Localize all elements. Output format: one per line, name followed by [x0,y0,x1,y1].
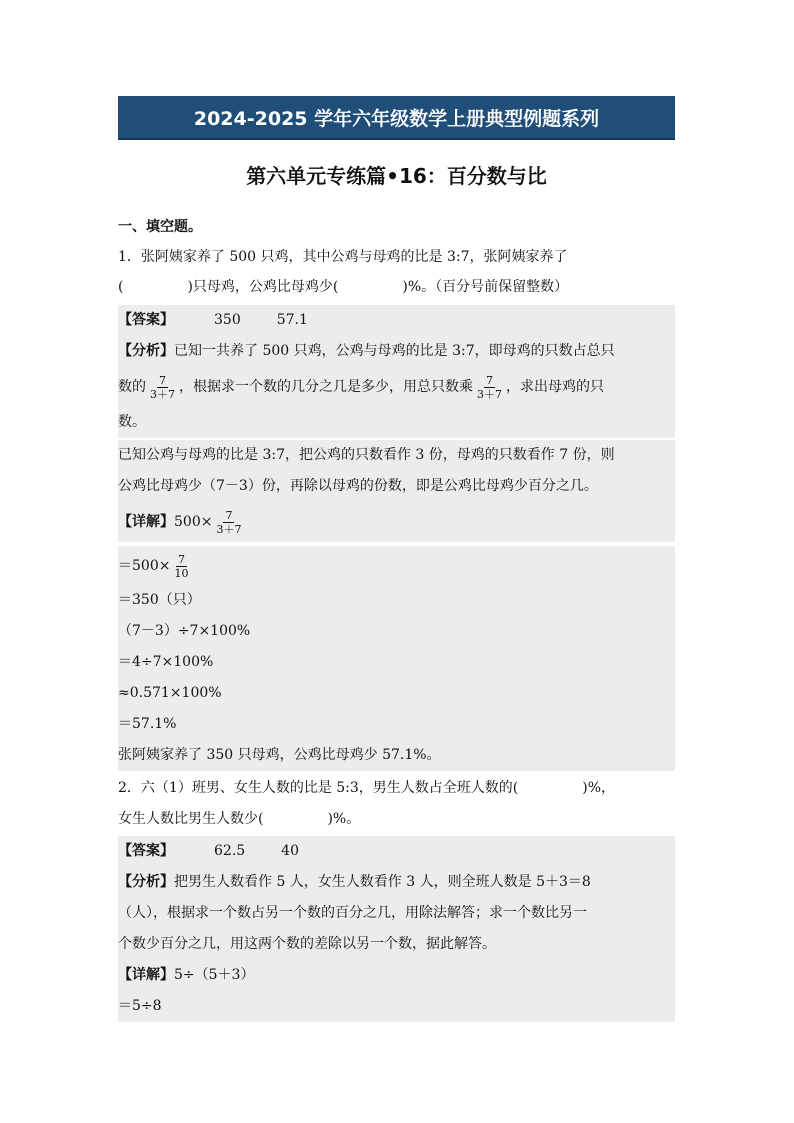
q1-fraction-4-num: 7 [177,552,185,566]
q1-detail-line2 [118,546,675,586]
q2-text-line2b: )%。 [327,811,361,827]
q1-text-line1: 1．张阿姨家养了 500 只鸡，其中公鸡与母鸡的比是 3:7，张阿姨家养了 [118,249,568,265]
q1-detail-text1: 500× [174,514,213,530]
q2-text-line1a: 2．六（1）班男、女生人数的比是 5:3，男生人数占全班人数的( [118,780,519,796]
q1-detail-line3: ＝350（只） [118,585,675,616]
q1-answer-1: 350 [214,312,241,328]
q2-detail-text1: 5÷（5＋3） [174,967,255,983]
q1-open-paren: ( [118,279,124,295]
q2-answer-1: 62.5 [214,843,246,859]
q2-text-line1 [118,773,675,804]
q2-analysis-label: 【分析】 [118,874,174,890]
q1-fraction-2-num: 7 [486,373,493,387]
q1-text-line2b: )%。（百分号前保留整数） [402,279,569,295]
q1-analysis-text2c: ，求出母鸡的只 [506,379,604,395]
q1-fraction-1-num: 7 [159,373,166,387]
q1-detail-text2: ＝500× [118,558,171,574]
q2-detail-line2: ＝5÷8 [118,991,675,1022]
q2-analysis-line2: （人），根据求一个数占另一个数的百分之几，用除法解答；求一个数比另一 [118,898,675,929]
q2-text-line2 [118,804,675,835]
q1-analysis-text1: 已知一共养了 500 只鸡，公鸡与母鸡的比是 3:7，即母鸡的只数占总只 [174,343,615,359]
q1-answer-label: 【答案】 [118,312,174,328]
q1-answer-2: 57.1 [276,312,308,328]
page-subtitle: 第六单元专练篇•16：百分数与比 [246,164,547,188]
q1-analysis-line2 [118,367,675,407]
q1-detail-line1 [118,502,675,542]
q2-answer-label: 【答案】 [118,843,174,859]
q2-answer-2: 40 [281,843,299,859]
q1-fraction-3 [214,509,243,536]
q1-fraction-2-den: 3＋7 [477,387,502,401]
q1-fraction-4 [172,553,190,580]
q1-analysis-line4: 已知公鸡与母鸡的比是 3:7，把公鸡的只数看作 3 份，母鸡的只数看作 7 份，则 [118,440,675,471]
q1-analysis-text2b: ，根据求一个数的几分之几是多少，用总只数乘 [179,379,473,395]
q2-analysis-line3: 个数少百分之几，用这两个数的差除以另一个数，据此解答。 [118,929,675,960]
q2-analysis-text1: 把男生人数看作 5 人，女生人数看作 3 人，则全班人数是 5＋3＝8 [174,874,591,890]
q1-text-line2 [118,272,675,303]
q2-text-line2a: 女生人数比男生人数少( [118,811,264,827]
q2-detail-label: 【详解】 [118,967,174,983]
q2-detail-line1 [118,960,675,991]
q1-detail-label: 【详解】 [118,514,174,530]
q2-answer-row [118,836,675,867]
q1-text-line2a: )只母鸡，公鸡比母鸡少( [187,279,339,295]
title-banner [118,96,675,140]
q1-answer-row [118,305,675,336]
q2-text-line1b: )%， [582,780,616,796]
q1-analysis-line3: 数。 [118,407,675,438]
q1-detail-line6: ≈0.571×100% [118,678,675,709]
q1-analysis-text2a: 数的 [118,379,146,395]
q1-fraction-1-den: 3＋7 [150,387,175,401]
q1-fraction-1 [148,374,177,401]
q1-analysis-line5: 公鸡比母鸡少（7－3）份，再除以母鸡的份数，即是公鸡比母鸡少百分之几。 [118,471,675,502]
q1-fraction-4-den: 10 [174,566,189,580]
q1-fraction-2 [475,374,504,401]
q1-detail-line4: （7－3）÷7×100% [118,616,675,647]
section-title: 一、填空题。 [118,219,202,235]
q1-detail-line7: ＝57.1% [118,709,675,740]
q1-fraction-3-den: 3＋7 [216,522,242,536]
banner-title: 2024-2025 学年六年级数学上册典型例题系列 [193,107,600,130]
q1-fraction-3-num: 7 [225,508,233,522]
q2-analysis-line1 [118,867,675,898]
q1-detail-line5: ＝4÷7×100% [118,647,675,678]
q1-analysis-label: 【分析】 [118,343,174,359]
q1-conclusion: 张阿姨家养了 350 只母鸡，公鸡比母鸡少 57.1%。 [118,740,675,771]
q1-analysis-line1 [118,336,675,367]
